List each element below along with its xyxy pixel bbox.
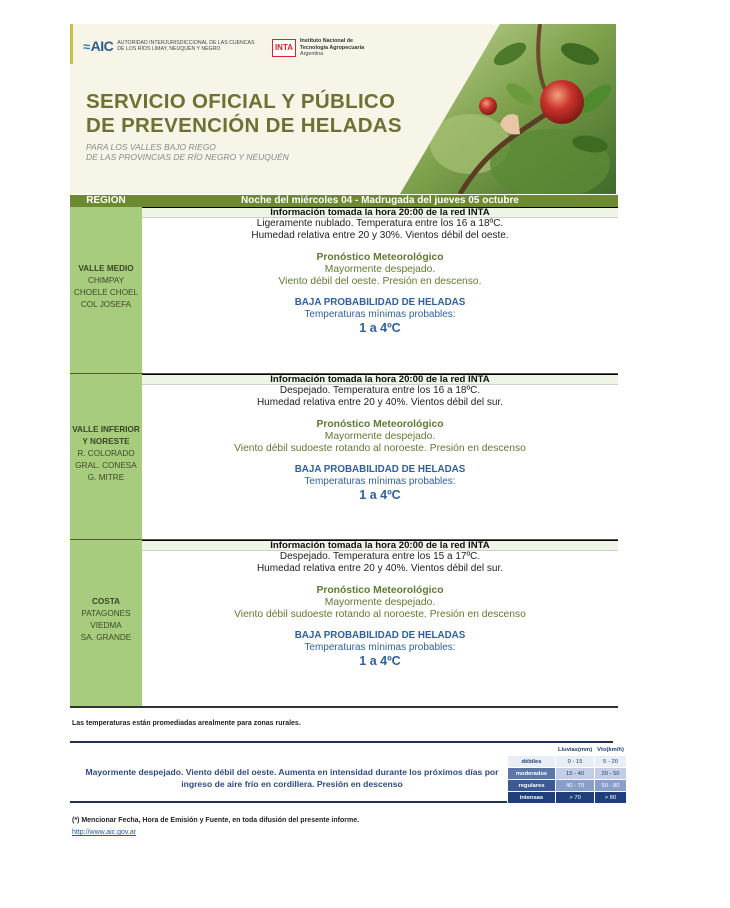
inta-logo-mark: INTA (272, 39, 296, 57)
region-place: CHOELE CHOEL (73, 288, 139, 297)
region-block-valle-inferior (70, 374, 618, 539)
region-place: GRAL. CONESA (75, 460, 137, 470)
region-place: PATAGONES (81, 609, 131, 618)
forecast-cell (142, 207, 618, 373)
legend-wind-value: 20 - 50 (595, 768, 627, 780)
aic-logo (83, 38, 257, 54)
region-cell (70, 374, 142, 539)
region-cell (70, 207, 142, 373)
forecast-line-1: Mayormente despejado. (324, 264, 436, 275)
min-temp-value: 1 a 4ºC (359, 321, 401, 335)
legend-rain-value: 15 - 40 (556, 768, 595, 780)
min-temp-value: 1 a 4ºC (359, 488, 401, 502)
legend-wind-value: 5 - 20 (595, 756, 627, 768)
region-place: R. COLORADO (77, 448, 135, 458)
forecast-line-2: Viento débil sudoeste rotando al noroeste. Presión en descenso (234, 609, 526, 620)
frost-probability: BAJA PROBABILIDAD DE HELADAS (294, 464, 466, 475)
legend-wind-value: > 80 (595, 792, 627, 804)
legend-rain-value: > 70 (556, 792, 595, 804)
forecast-line-1: Mayormente despejado. (324, 431, 436, 442)
legend-wind-header: Vto(km/h) (595, 744, 627, 756)
region-place: CHIMPAY (87, 276, 125, 285)
legend-row-label: regulares (508, 780, 556, 792)
observation-line-1: Despejado. Temperatura entre los 15 a 17ºC. (279, 551, 481, 562)
frost-probability: BAJA PROBABILIDAD DE HELADAS (294, 297, 466, 308)
min-temp-label: Temperaturas mínimas probables: (304, 476, 456, 487)
summary-text: Mayormente despejado. Viento débil del oeste. Aumenta en intensidad durante los próximos días por ingreso de aire frío en cordillera. Presión en descenso (85, 767, 499, 789)
legend-row-label: moderados (508, 768, 556, 780)
region-place: COL JOSEFA (80, 300, 132, 309)
region-name: VALLE INFERIOR Y NORESTE (72, 424, 140, 446)
observation-line-2: Humedad relativa entre 20 y 40%. Vientos débil del sur. (256, 397, 504, 408)
region-name: COSTA (91, 597, 121, 606)
night-column-header: Noche del miércoles 04 - Madrugada del jueves 05 octubre (241, 195, 519, 206)
observation-line-2: Humedad relativa entre 20 y 40%. Vientos débil del sur. (256, 563, 504, 574)
region-block-valle-medio (70, 207, 618, 373)
page-title-line-2: DE PREVENCIÓN DE HELADAS (86, 114, 402, 137)
region-cell (70, 540, 142, 706)
inta-line-1: Instituto Nacional de (300, 38, 354, 44)
info-header: Información tomada la hora 20:00 de la red INTA (142, 207, 618, 218)
min-temp-value: 1 a 4ºC (359, 654, 401, 668)
legend-corner (508, 744, 556, 756)
inta-line-2: Tecnología Agropecuaria (300, 44, 365, 51)
forecast-cell (142, 374, 618, 539)
aic-website-link[interactable]: http://www.aic.gov.ar (72, 829, 137, 836)
forecast-line-1: Mayormente despejado. (324, 597, 436, 608)
legend-wind-value: 50 - 80 (595, 780, 627, 792)
table-header (70, 195, 618, 207)
frost-probability: BAJA PROBABILIDAD DE HELADAS (294, 630, 466, 641)
table-bottom-border (70, 706, 618, 708)
observation-line-1: Despejado. Temperatura entre los 16 a 18ºC. (279, 385, 481, 396)
legend-row-label: débiles (508, 756, 556, 768)
region-place: VIEDMA (90, 621, 122, 630)
legend-rain-header: Lluvias(mm) (556, 744, 595, 756)
inta-logo (272, 38, 380, 58)
wave-icon: ≈ (83, 39, 90, 54)
forecast-title: Pronóstico Meteorológico (316, 585, 444, 596)
subtitle-line-2: DE LAS PROVINCIAS DE RÍO NEGRO Y NEUQUÉN (86, 152, 289, 162)
region-column-header: REGIÓN (86, 195, 126, 206)
apple-tree-photo (400, 24, 616, 194)
aic-full-name: AUTORIDAD INTERJURISDICCIONAL DE LAS CUENCAS DE LOS RÍOS LIMAY, NEUQUÉN Y NEGRO (117, 39, 255, 52)
region-place: SA. GRANDE (80, 633, 132, 642)
region-place: G. MITRE (87, 472, 125, 482)
forecast-title: Pronóstico Meteorológico (316, 419, 444, 430)
min-temp-label: Temperaturas mínimas probables: (304, 309, 456, 320)
forecast-title: Pronóstico Meteorológico (316, 252, 444, 263)
subtitle-line-1: PARA LOS VALLES BAJO RIEGO (86, 142, 216, 152)
averaging-note: Las temperaturas están promediadas arealmente para zonas rurales. (72, 720, 301, 727)
region-name: VALLE MEDIO (78, 264, 134, 273)
disclaimer: (*) Mencionar Fecha, Hora de Emisión y Fuente, en toda difusión del presente informe. (72, 817, 360, 824)
legend-row-label: intensas (508, 792, 556, 804)
forecast-cell (142, 540, 618, 706)
legend-rain-value: 0 - 15 (556, 756, 595, 768)
inta-line-3: Argentina (300, 51, 324, 57)
page-title-line-1: SERVICIO OFICIAL Y PÚBLICO (86, 90, 396, 113)
legend-rain-value: 40 - 70 (556, 780, 595, 792)
forecast-line-2: Viento débil del oeste. Presión en descenso. (278, 276, 482, 287)
intensity-legend (507, 743, 627, 804)
info-header: Información tomada la hora 20:00 de la red INTA (142, 374, 618, 385)
page-subtitle (86, 142, 289, 162)
aic-logo-name: AIC (90, 38, 114, 54)
info-header: Información tomada la hora 20:00 de la red INTA (142, 540, 618, 551)
region-block-costa (70, 540, 618, 706)
forecast-line-2: Viento débil sudoeste rotando al noroeste. Presión en descenso (234, 443, 526, 454)
observation-line-1: Ligeramente nublado. Temperatura entre los 16 a 18ºC. (256, 218, 504, 229)
observation-line-2: Humedad relativa entre 20 y 30%. Vientos débil del oeste. (251, 230, 509, 241)
header-accent-bar (70, 24, 73, 64)
min-temp-label: Temperaturas mínimas probables: (304, 642, 456, 653)
